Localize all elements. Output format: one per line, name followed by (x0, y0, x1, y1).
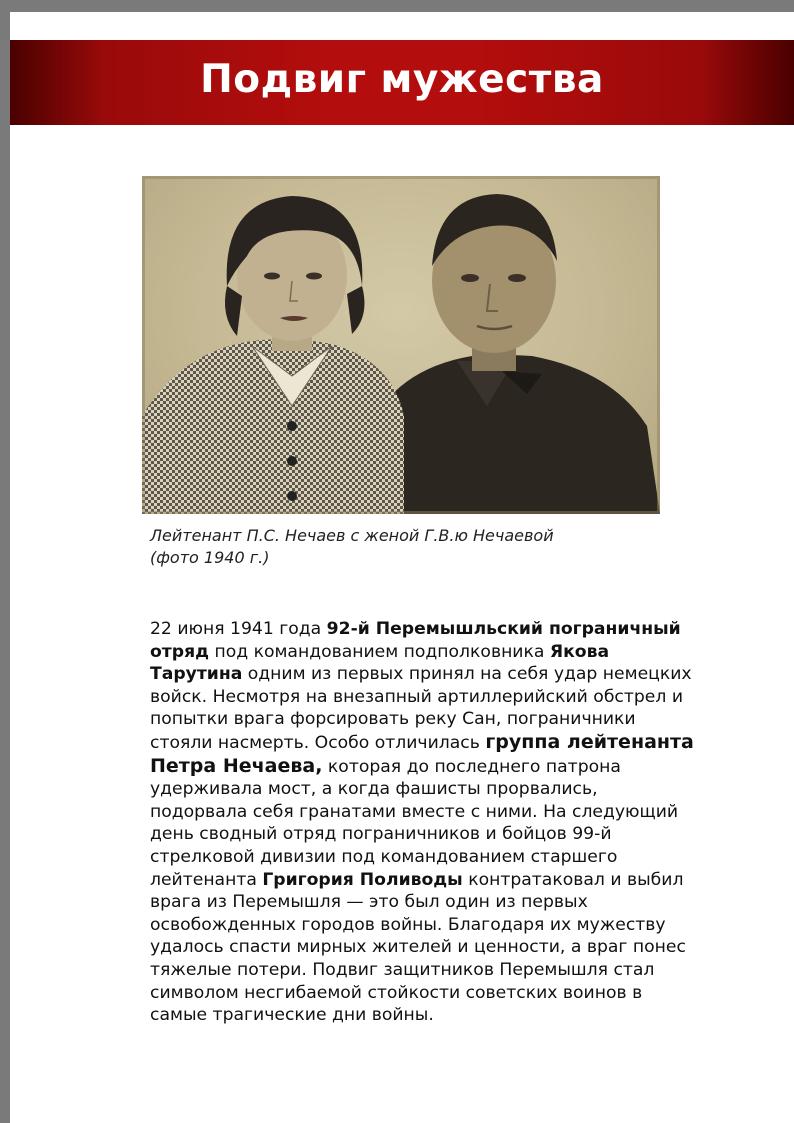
article-bold-1: 92-й Перемышльский пограничный отряд (150, 619, 681, 662)
page-title: Подвиг мужества (200, 57, 604, 102)
photo-caption (150, 525, 670, 569)
article-text-4: которая до последнего патрона удерживала мост, а когда фашисты прорвались, подорвала себя гранатами вместе с ними. На следующий день сводный отряд пограничников и бойцов 99-й стрелковой дивизии под командованием старшего лейтенанта (150, 756, 679, 890)
article-body (150, 618, 695, 1027)
caption-line-1: Лейтенант П.С. Нечаев с женой Г.В.ю Нечаевой (150, 526, 554, 545)
historical-photo (142, 176, 660, 514)
article-text-3: одним из первых принял на себя удар немецких войск. Несмотря на внезапный артиллерийский обстрел и попытки врага форсировать реку Сан, пограничники стояли насмерть. Особо отличилась (150, 664, 692, 753)
article-bold-3: группа лейтенанта Петра Нечаева, (150, 730, 694, 777)
title-banner (10, 40, 794, 125)
article-bold-4: Григория Поливоды (262, 869, 463, 890)
photo-illustration (142, 176, 660, 514)
document-page (10, 12, 794, 1123)
article-text-5: контратаковал и выбил врага из Перемышля — это был один из первых освобожденных городов войны. Благодаря их мужеству удалось спасти мирных жителей и ценности, а враг понес тяжелые потери. Подвиг защитников Перемышля стал символом несгибаемой стойкости советских воинов в самые трагические дни войны. (150, 869, 686, 1026)
article-text-1: 22 июня 1941 года (150, 619, 327, 639)
article-bold-2: Якова Тарутина (150, 641, 610, 685)
article-text-2: под командованием подполковника (209, 641, 550, 662)
caption-line-2: (фото 1940 г.) (150, 548, 270, 567)
